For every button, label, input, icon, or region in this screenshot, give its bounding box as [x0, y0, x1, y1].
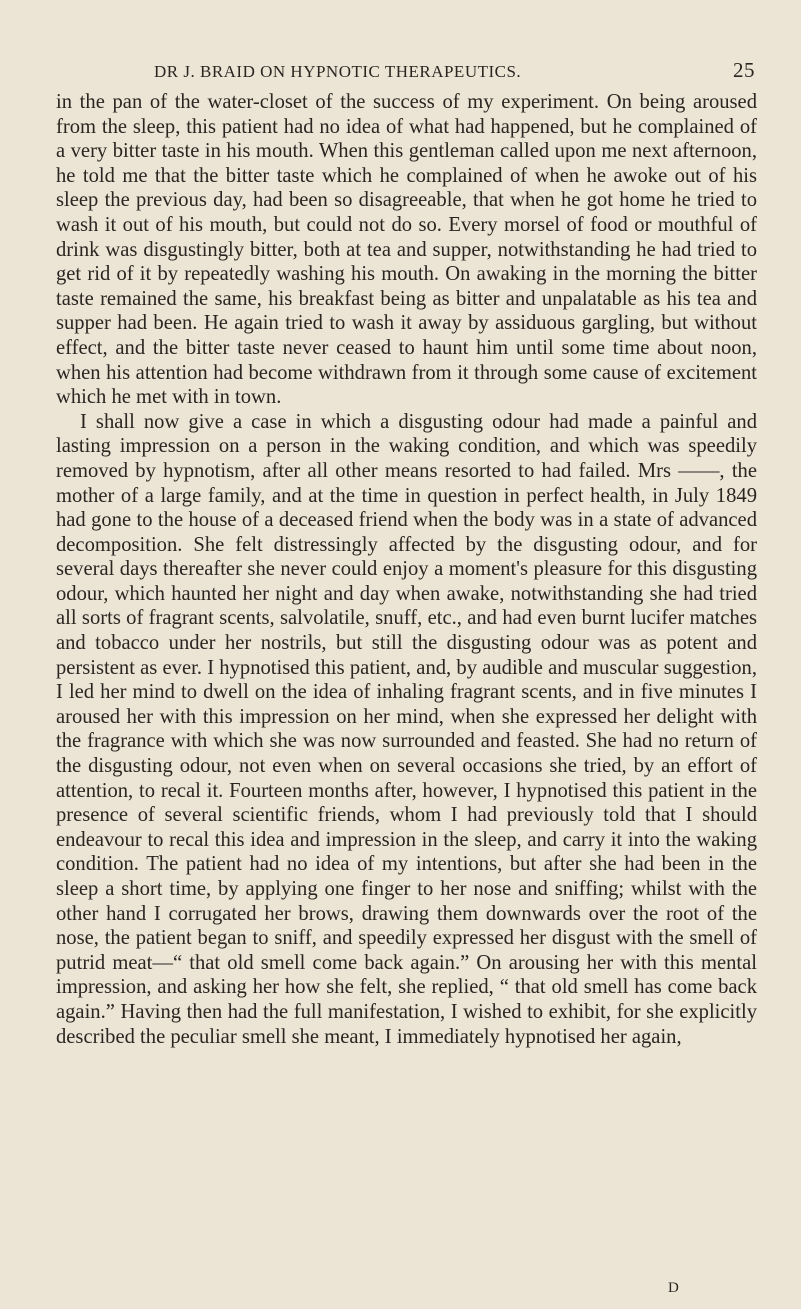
body-text	[56, 90, 757, 1049]
paragraph: I shall now give a case in which a disgusting odour had made a painful and lasting impression on a person in the waking condition, and which was speedily removed by hypnotism, after all other means resorted to had failed. Mrs ——, the mother of a large family, and at the time in question in perfect health, in July 1849 had gone to the house of a deceased friend when the body was in a state of advanced decomposition. She felt distressingly affected by the disgusting odour, and for several days thereafter she never could enjoy a moment's pleasure for this disgusting odour, which haunted her night and day when awake, notwithstanding she had tried all sorts of fragrant scents, salvolatile, snuff, etc., and had even burnt lucifer matches and tobacco under her nostrils, but still the disgusting odour was as potent and persistent as ever. I hypnotised this patient, and, by audible and muscular suggestion, I led her mind to dwell on the idea of inhaling fragrant scents, and in five minutes I aroused her with this impression on her mind, when she expressed her delight with the fragrance with which she was now surrounded and feasted. She had no return of the disgusting odour, not even when on several occasions she tried, by an effort of attention, to recal it. Fourteen months after, however, I hypnotised this patient in the presence of several scientific friends, whom I had previously told that I should endeavour to recal this idea and impression in the sleep, and carry it into the waking condition. The patient had no idea of my intentions, but after she had been in the sleep a short time, by applying one finger to her nose and sniffing; whilst with the other hand I corrugated her brows, drawing them downwards over the root of the nose, the patient began to sniff, and speedily expressed her disgust with the smell of putrid meat—“ that old smell come back again.” On arousing her with this mental impression, and asking her how she felt, she replied, “ that old smell has come back again.” Having then had the full manifestation, I wished to exhibit, for she explicitly described the peculiar smell she meant, I immediately hypnotised her again,	[56, 410, 757, 1048]
page-number: 25	[733, 58, 755, 82]
running-title: DR J. BRAID ON HYPNOTIC THERAPEUTICS.	[154, 62, 522, 81]
paragraph: in the pan of the water-closet of the success of my experiment. On being aroused from the sleep, this patient had no idea of what had happened, but he complained of a very bitter taste in his mouth. When this gentleman called upon me next afternoon, he told me that the bitter taste which he complained of when he awoke out of his sleep the previous day, had been so disagreeable, that when he got home he tried to wash it out of his mouth, but could not do so. Every morsel of food or mouthful of drink was disgustingly bitter, both at tea and supper, notwithstanding he had tried to get rid of it by repeatedly washing his mouth. On awaking in the morning the bitter taste remained the same, his breakfast being as bitter and unpalatable as his tea and supper had been. He again tried to wash it away by assiduous gargling, but without effect, and the bitter taste never ceased to haunt him until some time about noon, when his attention had become withdrawn from it through some cause of excitement which he met with in town.	[56, 91, 757, 409]
running-head	[56, 58, 757, 88]
signature-mark: D	[668, 1280, 679, 1296]
